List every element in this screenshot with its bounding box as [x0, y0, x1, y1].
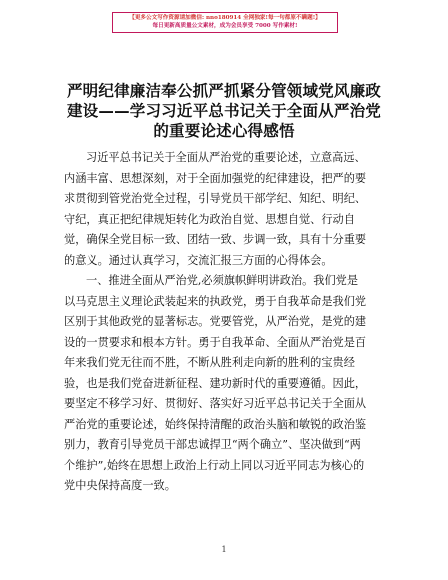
text-line: 习近平总书记关于全面从严治党的重要论述，立意高远、	[86, 151, 366, 164]
title-line-2: 建设——学习习近平总书记关于全面从严治党	[66, 102, 381, 120]
banner-line-1: 【更多公文写作资源请加微信: nno180914 全网独家!每一句都原不瞒题!】	[129, 15, 321, 21]
text-line: 严治党的重要论述，始终保持清醒的政治头脑和敏锐的政治鉴	[64, 417, 367, 431]
text-line: 验，也是我们党奋进新征程、建功新时代的重要遵循。因此，	[64, 376, 367, 390]
header-banner	[112, 12, 338, 33]
text-line: 党中央保持高度一致。	[64, 479, 176, 492]
text-line: 一、推进全面从严治党,必须旗帜鲜明讲政治。我们党是	[86, 274, 359, 287]
text-line: 年来我们党无往而不胜，不断从胜利走向新的胜利的宝贵经	[64, 356, 355, 369]
paragraph-section-one	[64, 271, 390, 497]
text-line: 守纪，真正把纪律规矩转化为政治自觉、思想自觉、行动自	[64, 212, 355, 226]
title-line-3: 的重要论述心得感悟	[153, 122, 295, 140]
text-line: 区别于其他政党的显著标志。党要管党，从严治党，是党的建	[64, 315, 367, 328]
text-line: 别力，教育引导党员干部忠诚捍卫“两个确立”、坚决做到“两	[64, 438, 361, 451]
document-title	[40, 81, 408, 141]
page-number: 1	[221, 545, 227, 554]
text-line: 要坚定不移学习好、贯彻好、落实好习近平总书记关于全面从	[64, 397, 367, 410]
text-line: 觉，确保全党目标一致、团结一致、步调一致，具有十分重要	[64, 233, 367, 246]
text-line: 以马克思主义理论武装起来的执政党，勇于自我革命是我们党	[64, 294, 367, 308]
paragraph-intro	[64, 148, 390, 271]
text-line: 设的一贯要求和根本方针。勇于自我革命、全面从严治党是百	[64, 335, 367, 349]
text-line: 求贯彻到管党治党全过程，引导党员干部学纪、知纪、明纪、	[64, 192, 367, 205]
banner-line-2: 每日更新高质量公文素材，成为会员享受 7000 写作素材!	[152, 23, 298, 29]
title-line-1: 严明纪律廉洁奉公抓严抓紧分管领域党风廉政	[66, 82, 381, 100]
text-line: 个维护”,始终在思想上政治上行动上同以习近平同志为核心的	[64, 458, 365, 472]
text-line: 内涵丰富、思想深刻，对于全面加强党的纪律建设，把严的要	[64, 171, 367, 185]
body-text	[64, 148, 390, 497]
text-line: 的意义。通过认真学习，交流汇报三方面的心得体会。	[64, 253, 333, 267]
